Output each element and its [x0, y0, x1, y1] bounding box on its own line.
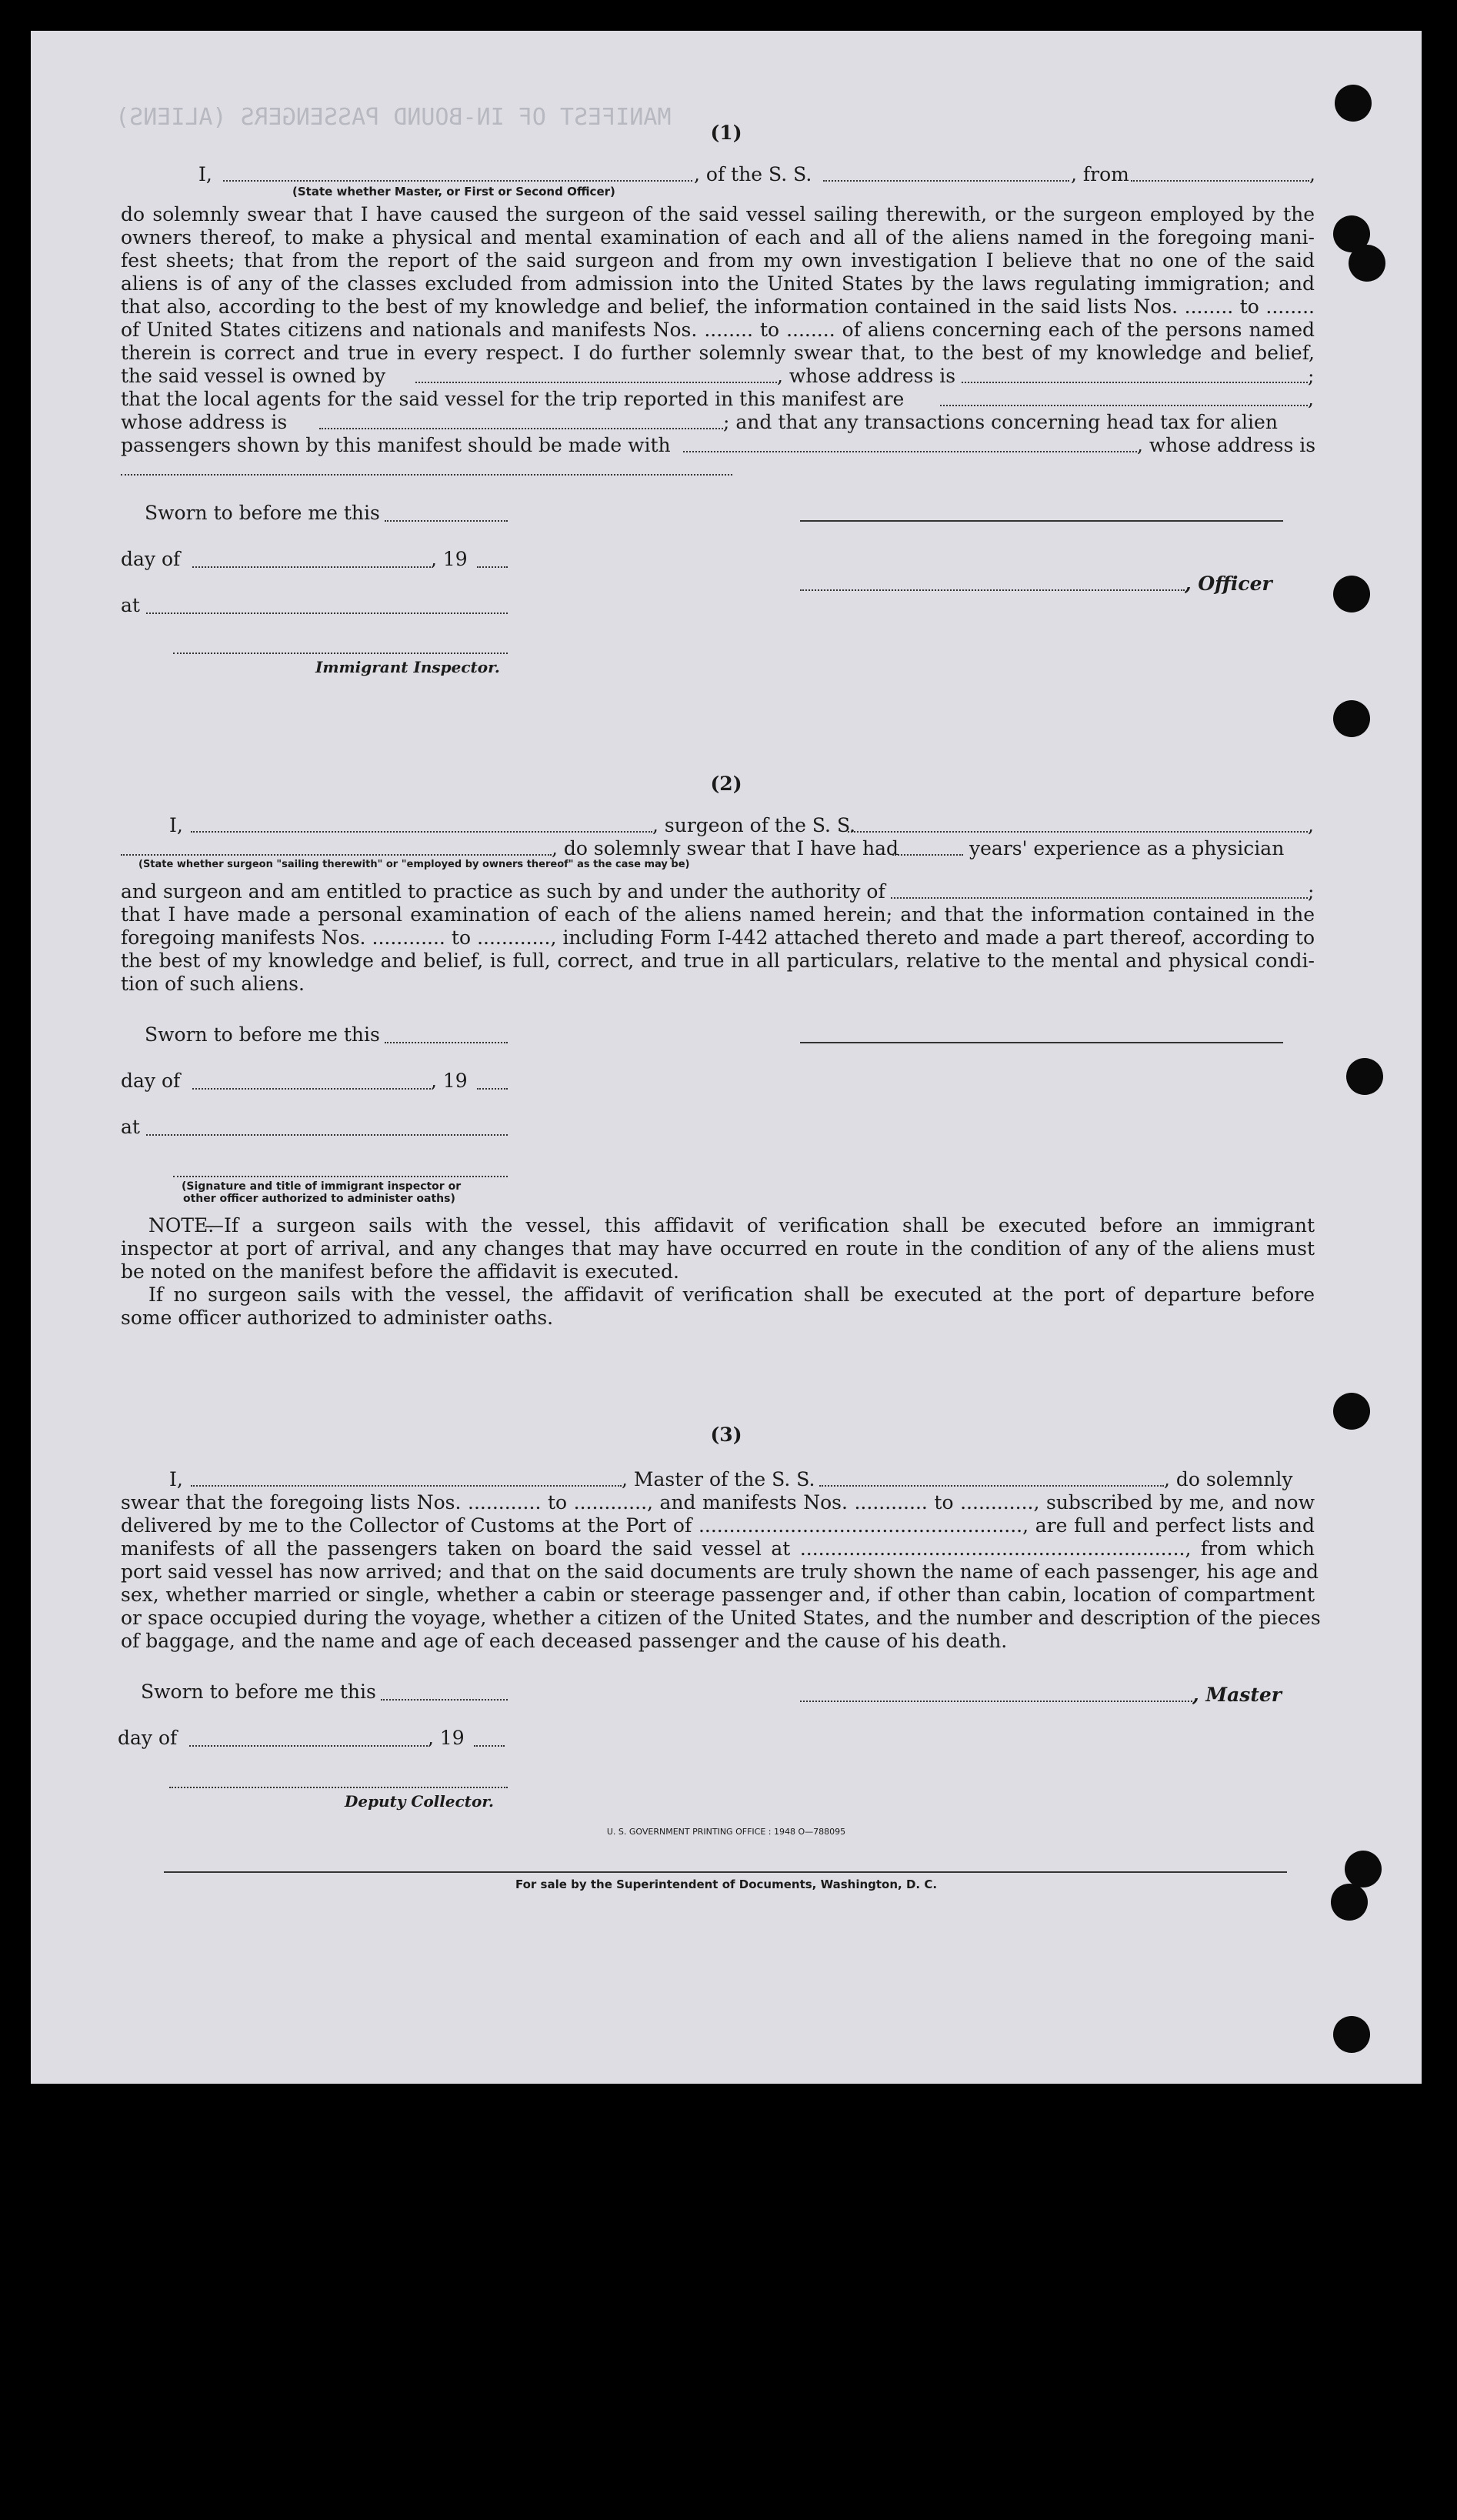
gpo-imprint: U. S. GOVERNMENT PRINTING OFFICE : 1948 O—788095: [606, 1827, 846, 1837]
whose-address-label: , whose address is: [1137, 434, 1316, 456]
year-field[interactable]: [477, 1088, 508, 1090]
from-label: , from: [1071, 163, 1129, 185]
master-name-field[interactable]: [191, 1485, 622, 1487]
year-label: , 19: [431, 1070, 468, 1092]
note-paragraph-end: some officer authorized to administer oaths.: [121, 1307, 554, 1329]
from-comma: ,: [1309, 163, 1315, 185]
surgeon-paragraph-line: foregoing manifests Nos. ............ to ............, including Form I-442 attached thereto and made a part thereof, according to: [121, 926, 1315, 949]
master-i-label: I,: [169, 1468, 183, 1490]
punch-hole: [1333, 700, 1370, 737]
surgeon-name-field[interactable]: [191, 831, 652, 833]
inspector-signature-line[interactable]: [173, 653, 508, 654]
master-vessel-field[interactable]: [819, 1485, 1164, 1487]
day-of-label: day of: [121, 548, 181, 570]
master-paragraph-line: delivered by me to the Collector of Customs at the Port of ....................................................., are full and perfect lists and: [121, 1514, 1315, 1537]
note-label: NOTE.: [148, 1214, 215, 1237]
month-field[interactable]: [192, 1088, 431, 1090]
authorized-officer-signature-line[interactable]: [173, 1176, 508, 1177]
oath-paragraph-line: do solemnly swear that I have caused the surgeon of the said vessel sailing therewith, or the surgeon employed by the: [121, 203, 1315, 225]
vessel-name-field[interactable]: [823, 180, 1069, 182]
officer-name-field[interactable]: [223, 180, 692, 182]
master-paragraph-line: swear that the foregoing lists Nos. ............ to ............, and manifests Nos. ............ to ............, subscribed by me, and now: [121, 1491, 1315, 1514]
authority-field[interactable]: [891, 897, 1308, 899]
surgeon-of-label: , surgeon of the S. S.: [652, 814, 856, 836]
note-paragraph-end: be noted on the manifest before the affidavit is executed.: [121, 1260, 679, 1283]
inspector-caption: Immigrant Inspector.: [315, 658, 500, 676]
year-label: , 19: [431, 548, 468, 570]
local-agents-label: that the local agents for the said vessel for the trip reported in this manifest are: [121, 388, 905, 410]
departure-port-field[interactable]: [1131, 180, 1309, 182]
place-field[interactable]: [146, 1134, 508, 1136]
surgeon-signature-line[interactable]: [800, 1042, 1283, 1043]
collector-caption: Deputy Collector.: [345, 1792, 495, 1811]
sworn-date-field[interactable]: [385, 520, 508, 522]
bleed-through-text: MANIFEST OF IN-BOUND PASSENGERS (ALIENS): [115, 104, 672, 131]
officer-signature-line[interactable]: [800, 520, 1283, 522]
sworn-label: Sworn to before me this: [141, 1681, 376, 1703]
surgeon-paragraph-end: tion of such aliens.: [121, 973, 305, 995]
years-text: years' experience as a physician: [969, 837, 1285, 859]
signature-caption: (Signature and title of immigrant inspector or: [182, 1180, 462, 1193]
day-of-label: day of: [118, 1727, 178, 1749]
punch-hole: [1333, 2016, 1370, 2053]
do-solemnly-text: , do solemnly: [1164, 1468, 1293, 1490]
surgeon-i-label: I,: [169, 814, 183, 836]
officer-title-field[interactable]: [800, 589, 1185, 591]
note-paragraph-line: —If a surgeon sails with the vessel, this affidavit of verification shall be executed before an immigrant: [205, 1214, 1315, 1237]
section-1-number: (1): [710, 122, 742, 144]
local-agents-field[interactable]: [940, 405, 1308, 406]
owned-by-label: the said vessel is owned by: [121, 365, 386, 387]
agent-address-label: whose address is: [121, 411, 288, 433]
semicolon: ;: [1308, 880, 1315, 903]
oath-paragraph-line: that also, according to the best of my knowledge and belief, the information contained in the said lists Nos. ........ to ........: [121, 295, 1315, 318]
passengers-label: passengers shown by this manifest should be made with: [121, 434, 671, 456]
surgeon-paragraph-line: that I have made a personal examination of each of the aliens named herein; and that the information contained in the: [121, 903, 1315, 926]
sworn-i-label: I,: [198, 163, 212, 185]
of-ss-label: , of the S. S.: [694, 163, 812, 185]
punch-hole: [1335, 85, 1372, 122]
collector-signature-line[interactable]: [169, 1787, 508, 1788]
swear-text: , do solemnly swear that I have had: [552, 837, 899, 859]
at-label: at: [121, 594, 140, 616]
punch-hole: [1346, 1058, 1383, 1095]
whose-address-label: , whose address is: [777, 365, 956, 387]
semicolon: ;: [1308, 365, 1315, 387]
head-tax-contact-field[interactable]: [683, 451, 1137, 452]
owner-field[interactable]: [415, 382, 777, 383]
officer-caption: (State whether Master, or First or Second Officer): [292, 185, 615, 199]
place-field[interactable]: [146, 612, 508, 614]
note-paragraph-line: If no surgeon sails with the vessel, the affidavit of verification shall be executed at the port of departure before: [148, 1283, 1315, 1306]
oath-paragraph-line: therein is correct and true in every respect. I do further solemnly swear that, to the best of my knowledge and belief,: [121, 342, 1315, 364]
sworn-label: Sworn to before me this: [145, 1023, 380, 1046]
surgeon-vessel-field[interactable]: [848, 831, 1308, 833]
form-page: [31, 31, 1422, 2084]
footer-rule: [164, 1871, 1287, 1873]
at-label: at: [121, 1116, 140, 1138]
master-paragraph-line: sex, whether married or single, whether a cabin or steerage passenger and, if other than cabin, location of compartment: [121, 1584, 1315, 1606]
month-field[interactable]: [189, 1745, 428, 1747]
for-sale-notice: For sale by the Superintendent of Documents, Washington, D. C.: [515, 1877, 938, 1891]
agent-address-field[interactable]: [319, 428, 723, 429]
surgeon-status-field[interactable]: [121, 854, 552, 856]
master-paragraph-line: port said vessel has now arrived; and that on the said documents are truly shown the name of each passenger, his age and: [121, 1560, 1319, 1583]
master-of-label: , Master of the S. S.: [622, 1468, 815, 1490]
years-experience-field[interactable]: [892, 854, 963, 856]
punch-hole: [1349, 245, 1385, 282]
signature-caption: other officer authorized to administer oaths): [183, 1193, 455, 1205]
surgeon-caption: (State whether surgeon "sailing therewith" or "employed by owners thereof" as the case may be): [138, 859, 690, 870]
oath-paragraph-line: fest sheets; that from the report of the said surgeon and from my own investigation I believe that no one of the said: [121, 249, 1315, 272]
sworn-date-field[interactable]: [381, 1699, 508, 1701]
year-field[interactable]: [477, 566, 508, 568]
contact-address-field[interactable]: [121, 474, 732, 476]
authority-label: and surgeon and am entitled to practice as such by and under the authority of: [121, 880, 885, 903]
month-field[interactable]: [192, 566, 431, 568]
master-paragraph-line: or space occupied during the voyage, whether a citizen of the United States, and the number and description of the pieces: [121, 1607, 1321, 1629]
sworn-date-field[interactable]: [385, 1042, 508, 1043]
master-caption: , Master: [1192, 1684, 1282, 1706]
day-of-label: day of: [121, 1070, 181, 1092]
punch-hole: [1333, 576, 1370, 612]
oath-paragraph-line: owners thereof, to make a physical and mental examination of each and all of the aliens named in the foregoing mani-: [121, 226, 1315, 249]
master-signature-line[interactable]: [800, 1701, 1192, 1702]
section-2-number: (2): [710, 773, 742, 795]
comma: ,: [1308, 388, 1314, 410]
oath-paragraph-line: aliens is of any of the classes excluded from admission into the United States by the laws regulating immigration; and: [121, 272, 1315, 295]
year-field[interactable]: [474, 1745, 505, 1747]
owner-address-field[interactable]: [962, 382, 1308, 383]
sworn-label: Sworn to before me this: [145, 502, 380, 524]
head-tax-text: ; and that any transactions concerning head tax for alien: [723, 411, 1278, 433]
officer-caption-label: , Officer: [1185, 572, 1272, 595]
comma: ,: [1308, 814, 1314, 836]
section-3-number: (3): [710, 1424, 742, 1446]
oath-paragraph-line: of United States citizens and nationals and manifests Nos. ........ to ........ of aliens concerning each of the persons named: [121, 319, 1315, 341]
master-paragraph-line: manifests of all the passengers taken on board the said vessel at ..............................................................., from which: [121, 1537, 1315, 1560]
surgeon-paragraph-line: the best of my knowledge and belief, is full, correct, and true in all particulars, relative to the mental and physical condi-: [121, 950, 1315, 972]
note-paragraph-line: inspector at port of arrival, and any changes that may have occurred en route in the condition of any of the aliens must: [121, 1237, 1315, 1260]
year-label: , 19: [428, 1727, 465, 1749]
master-paragraph-end: of baggage, and the name and age of each deceased passenger and the cause of his death.: [121, 1630, 1008, 1652]
